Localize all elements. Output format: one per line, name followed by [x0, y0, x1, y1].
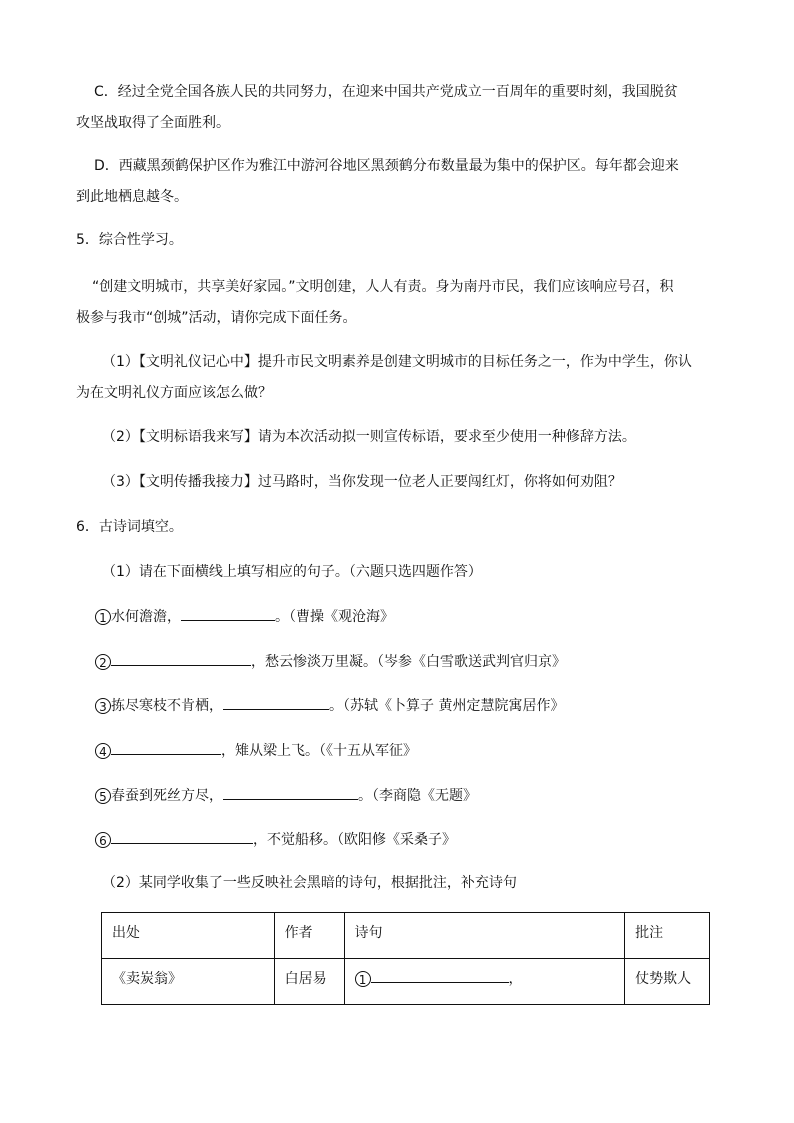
circled-number: 1	[95, 609, 111, 625]
item-text-before: 拣尽寒枝不肯栖，	[111, 698, 223, 714]
option-c-line-1: C．经过全党全国各族人民的共同努力，在迎来中国共产党成立一百周年的重要时刻，我国脱贫	[94, 84, 678, 100]
answer-blank[interactable]	[223, 785, 358, 800]
poem-blank-item-3	[95, 695, 564, 716]
question-5-intro-line-1: “创建文明城市，共享美好家园。”文明创建，人人有责。身为南丹市民，我们应该响应号召，积	[92, 279, 674, 295]
circled-number: 1	[355, 971, 371, 987]
item-text-after: 。（苏轼《卜算子 黄州定慧院寓居作》	[329, 698, 565, 714]
poem-table	[101, 912, 710, 1005]
item-text-after: ，不觉船移。（欧阳修《采桑子》	[253, 832, 456, 848]
header-note: 批注	[625, 913, 710, 959]
circled-number: 2	[95, 654, 111, 670]
task-1-line-2: 为在文明礼仪方面应该怎么做？	[76, 385, 272, 401]
answer-blank[interactable]	[111, 829, 253, 844]
item-text-before: 水何澹澹，	[111, 609, 181, 625]
poem-blank-item-2	[95, 651, 566, 672]
cell-source: 《卖炭翁》	[102, 959, 275, 1005]
table-header-row	[102, 913, 710, 959]
cell-verse	[344, 959, 625, 1005]
cell-author: 白居易	[274, 959, 344, 1005]
poem-blank-item-4	[95, 740, 417, 761]
question-5-intro-line-2: 极参与我市“创城”活动，请你完成下面任务。	[76, 310, 357, 326]
option-d-line-1: D．西藏黑颈鹤保护区作为雅江中游河谷地区黑颈鹤分布数量最为集中的保护区。每年都会迎来	[94, 158, 679, 174]
cell-verse-after: ，	[508, 971, 523, 987]
item-text-after: ，愁云惨淡万里凝。（岑参《白雪歌送武判官归京》	[251, 654, 566, 670]
circled-number: 5	[95, 788, 111, 804]
item-text-after: ，雉从梁上飞。（《十五从军征》	[221, 743, 417, 759]
item-text-before: 春蚕到死丝方尽，	[111, 788, 223, 804]
option-c-line-2: 攻坚战取得了全面胜利。	[76, 115, 230, 131]
option-d-line-2: 到此地栖息越冬。	[76, 189, 188, 205]
circled-number: 3	[95, 698, 111, 714]
answer-blank[interactable]	[111, 740, 221, 755]
poem-blank-item-5	[95, 785, 477, 806]
task-1-line-1: （1）【文明礼仪记心中】提升市民文明素养是创建文明城市的目标任务之一，作为中学生，你认	[102, 354, 692, 370]
circled-number: 6	[95, 832, 111, 848]
question-6-part-2: （2）某同学收集了一些反映社会黑暗的诗句，根据批注，补充诗句	[102, 875, 517, 891]
poem-blank-item-1	[95, 606, 394, 627]
answer-blank[interactable]	[223, 695, 329, 710]
question-5-title: 5．综合性学习。	[76, 232, 183, 248]
header-author: 作者	[274, 913, 344, 959]
task-3: （3）【文明传播我接力】过马路时，当你发现一位老人正要闯红灯，你将如何劝阻？	[102, 474, 622, 490]
answer-blank[interactable]	[111, 651, 251, 666]
header-source: 出处	[102, 913, 275, 959]
task-2: （2）【文明标语我来写】请为本次活动拟一则宣传标语，要求至少使用一种修辞方法。	[102, 429, 636, 445]
cell-note: 仗势欺人	[625, 959, 710, 1005]
circled-number: 4	[95, 743, 111, 759]
header-verse: 诗句	[344, 913, 625, 959]
poem-blank-item-6	[95, 829, 456, 850]
answer-blank[interactable]	[181, 606, 275, 621]
item-text-after: 。（李商隐《无题》	[358, 788, 477, 804]
table-row	[102, 959, 710, 1005]
item-text-after: 。（曹操《观沧海》	[275, 609, 394, 625]
question-6-title: 6．古诗词填空。	[76, 519, 183, 535]
question-6-part-1: （1）请在下面横线上填写相应的句子。（六题只选四题作答）	[102, 564, 482, 580]
answer-blank[interactable]	[371, 968, 509, 983]
